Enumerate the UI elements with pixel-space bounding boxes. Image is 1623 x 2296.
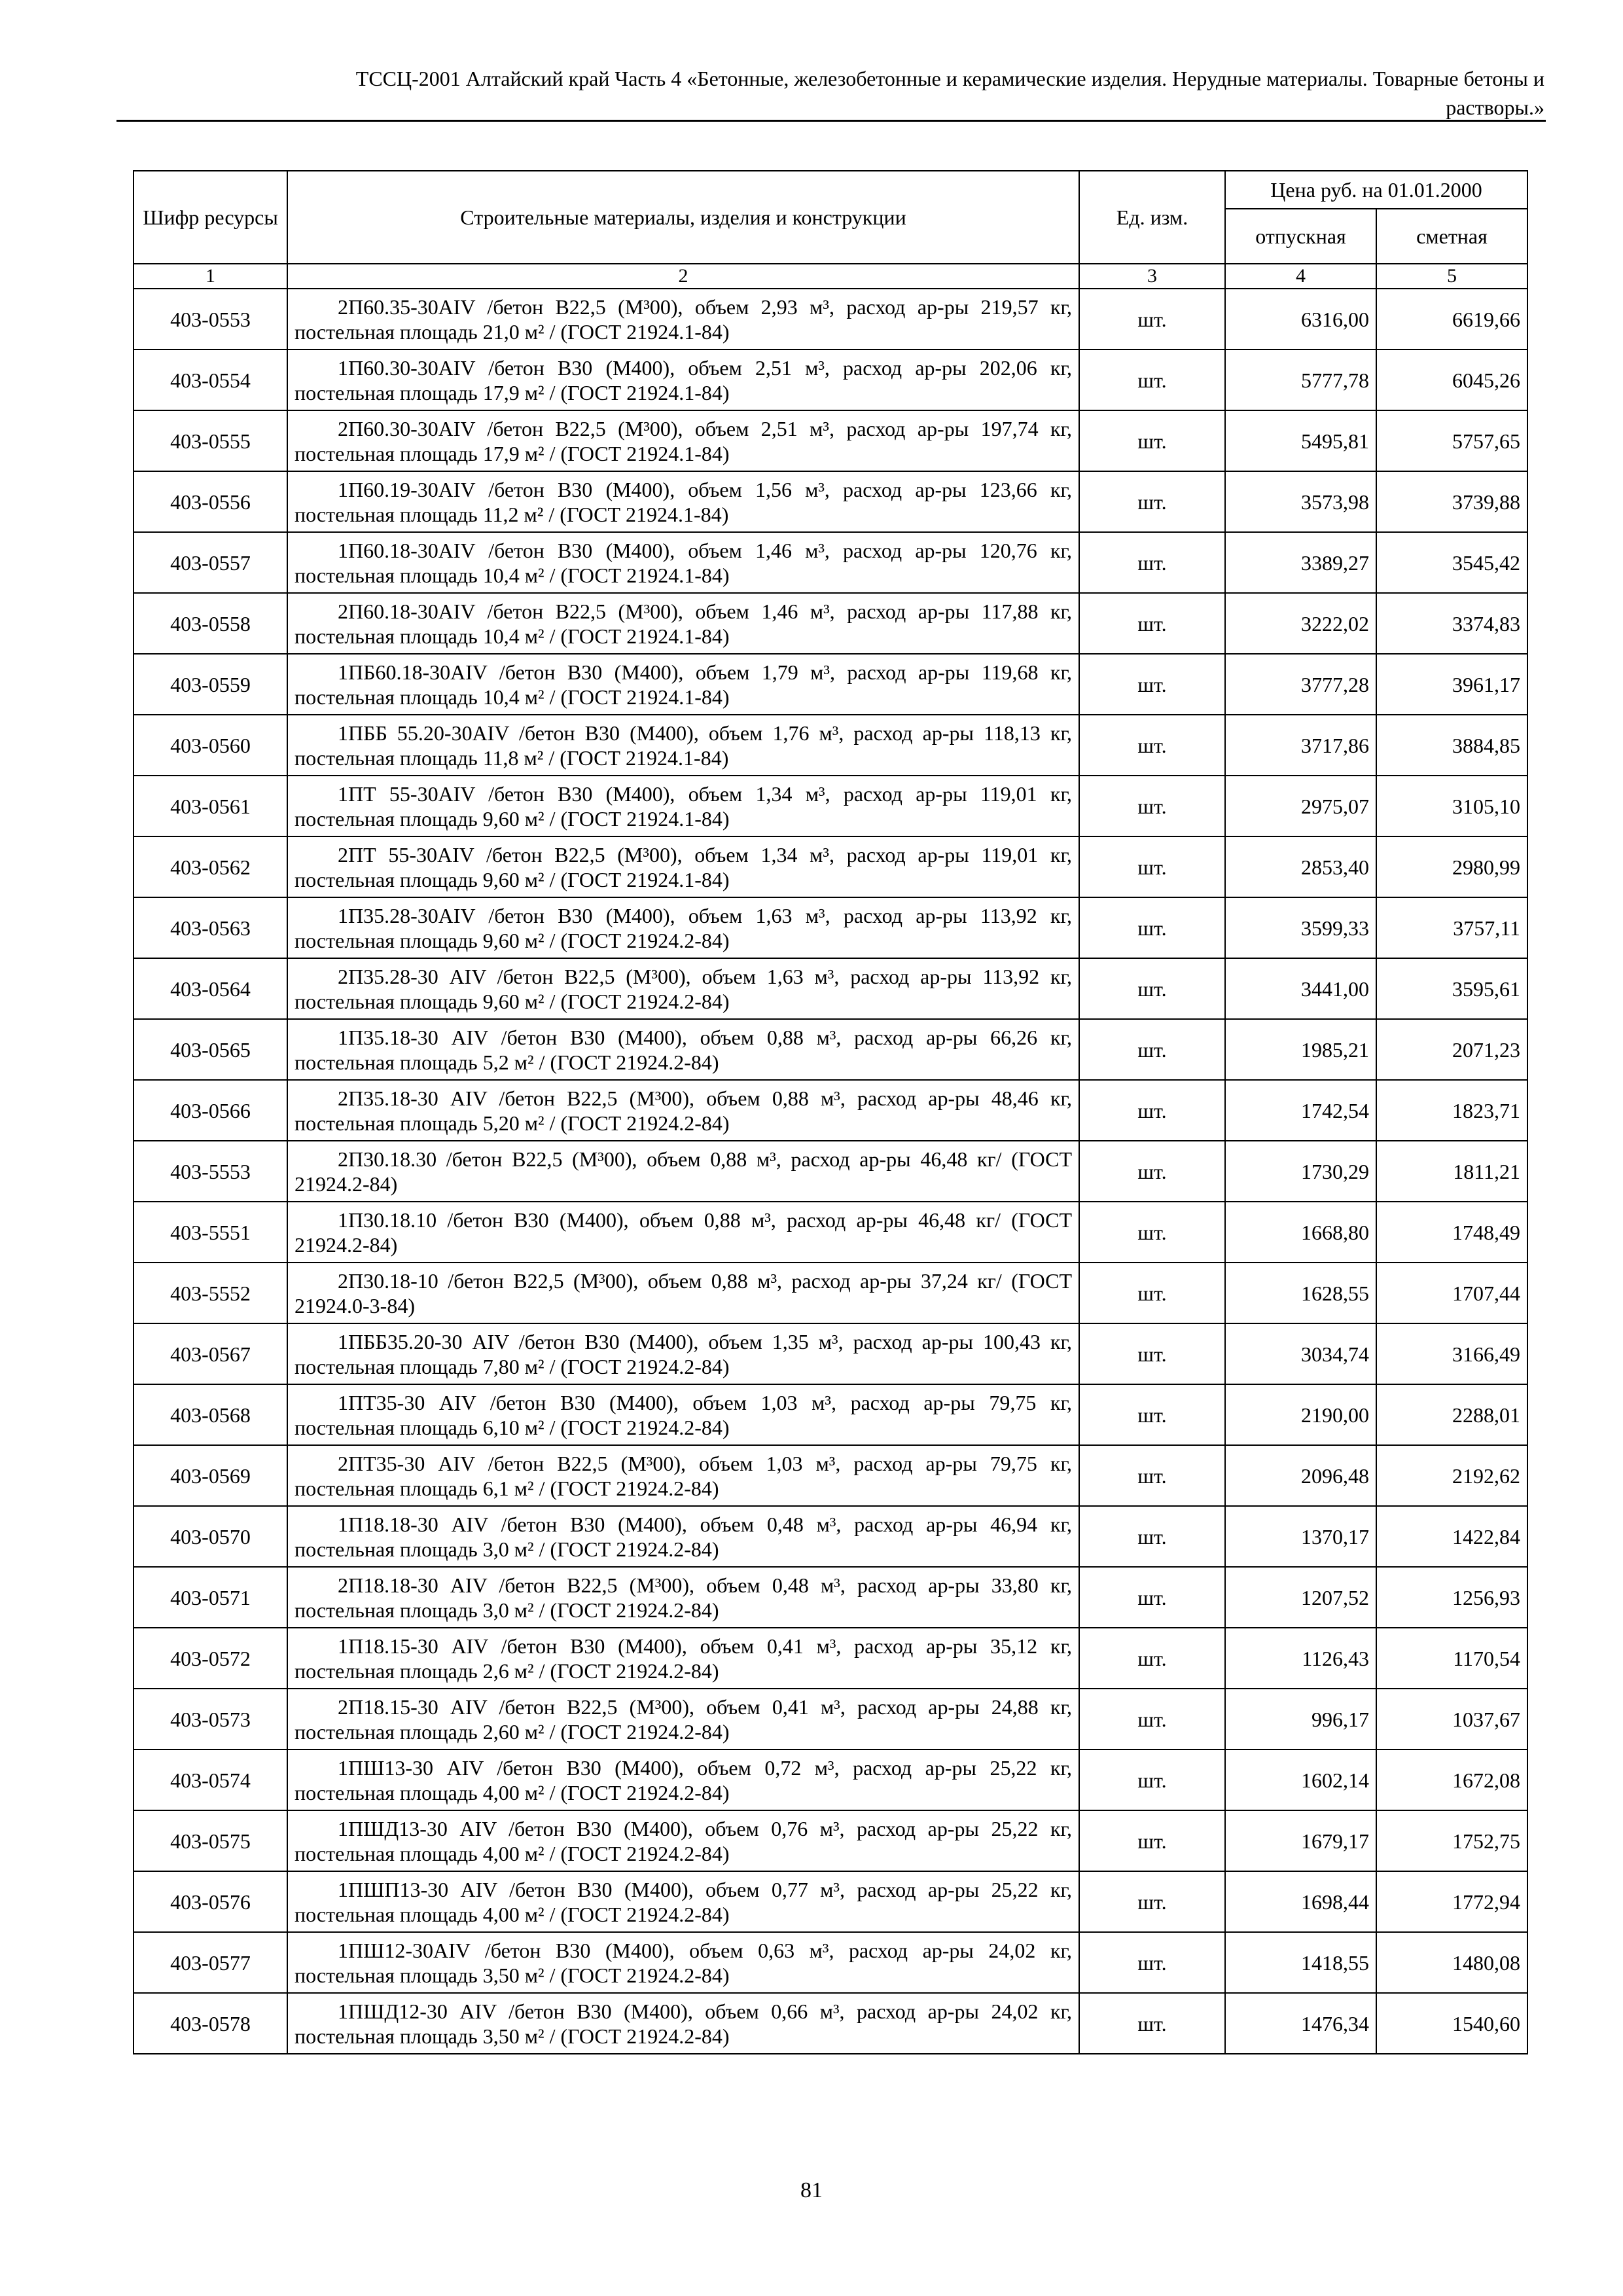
table-row	[134, 836, 1527, 897]
price-table	[133, 170, 1528, 2054]
description-text: 2П30.18-10 /бетон В22,5 (М³00), объем 0,88 м³, расход ар-ры 37,24 кг/ (ГОСТ 21924.0-3-84)	[294, 1268, 1072, 1318]
table-row	[134, 1141, 1527, 1202]
resource-code: 403-0553	[134, 289, 287, 350]
unit-of-measure: шт.	[1079, 1080, 1225, 1141]
resource-code: 403-0572	[134, 1628, 287, 1689]
estimate-price: 1480,08	[1376, 1932, 1527, 1993]
description-text: 2П35.18-30 AIV /бетон В22,5 (М³00), объем 0,88 м³, расход ар-ры 48,46 кг, постельная площадь 5,20 м² / (ГОСТ 21924.2-84)	[294, 1086, 1072, 1135]
page-number: 81	[800, 2178, 823, 2202]
table-row	[134, 289, 1527, 350]
table-row	[134, 1263, 1527, 1323]
unit-of-measure: шт.	[1079, 836, 1225, 897]
table-row	[134, 1749, 1527, 1810]
release-price: 5777,78	[1225, 350, 1376, 410]
estimate-price: 1748,49	[1376, 1202, 1527, 1263]
table-row	[134, 1019, 1527, 1080]
material-description	[287, 1141, 1079, 1202]
material-description	[287, 1080, 1079, 1141]
estimate-price: 1707,44	[1376, 1263, 1527, 1323]
release-price: 3599,33	[1225, 897, 1376, 958]
table-row	[134, 532, 1527, 593]
table-row	[134, 776, 1527, 836]
unit-of-measure: шт.	[1079, 897, 1225, 958]
table-row	[134, 1506, 1527, 1567]
material-description	[287, 958, 1079, 1019]
resource-code: 403-0576	[134, 1871, 287, 1932]
unit-of-measure: шт.	[1079, 1689, 1225, 1749]
estimate-price: 3545,42	[1376, 532, 1527, 593]
col-number-4: 4	[1225, 264, 1376, 289]
unit-of-measure: шт.	[1079, 593, 1225, 654]
unit-of-measure: шт.	[1079, 289, 1225, 350]
unit-of-measure: шт.	[1079, 1263, 1225, 1323]
estimate-price: 1540,60	[1376, 1993, 1527, 2054]
description-text: 1ПШ12-30AIV /бетон В30 (М400), объем 0,63 м³, расход ар-ры 24,02 кг, постельная площадь 3,50 м² / (ГОСТ 21924.2-84)	[294, 1938, 1072, 1987]
release-price: 6316,00	[1225, 289, 1376, 350]
table-row	[134, 1689, 1527, 1749]
material-description	[287, 1871, 1079, 1932]
estimate-price: 3739,88	[1376, 471, 1527, 532]
description-text: 1ПТ 55-30AIV /бетон В30 (М400), объем 1,34 м³, расход ар-ры 119,01 кг, постельная площадь 9,60 м² / (ГОСТ 21924.1-84)	[294, 781, 1072, 831]
col-number-5: 5	[1376, 264, 1527, 289]
estimate-price: 3166,49	[1376, 1323, 1527, 1384]
table-row	[134, 1871, 1527, 1932]
description-text: 1ПШП13-30 AIV /бетон В30 (М400), объем 0,77 м³, расход ар-ры 25,22 кг, постельная площадь 4,00 м² / (ГОСТ 21924.2-84)	[294, 1877, 1072, 1926]
unit-of-measure: шт.	[1079, 715, 1225, 776]
table-row	[134, 350, 1527, 410]
table-row	[134, 715, 1527, 776]
table-row	[134, 1080, 1527, 1141]
header-line-1: ТССЦ-2001 Алтайский край Часть 4 «Бетонные, железобетонные и керамические изделия. Нерудные материалы. Товарные бетоны и	[355, 67, 1544, 90]
release-price: 3034,74	[1225, 1323, 1376, 1384]
estimate-price: 1672,08	[1376, 1749, 1527, 1810]
estimate-price: 6619,66	[1376, 289, 1527, 350]
unit-of-measure: шт.	[1079, 1628, 1225, 1689]
table-body	[134, 289, 1527, 2054]
description-text: 2П60.35-30AIV /бетон В22,5 (М³00), объем 2,93 м³, расход ар-ры 219,57 кг, постельная площадь 21,0 м² / (ГОСТ 21924.1-84)	[294, 295, 1072, 344]
resource-code: 403-0561	[134, 776, 287, 836]
unit-of-measure: шт.	[1079, 958, 1225, 1019]
header-price: Цена руб. на 01.01.2000	[1225, 171, 1527, 209]
estimate-price: 3884,85	[1376, 715, 1527, 776]
release-price: 3717,86	[1225, 715, 1376, 776]
unit-of-measure: шт.	[1079, 1871, 1225, 1932]
resource-code: 403-0577	[134, 1932, 287, 1993]
material-description	[287, 1263, 1079, 1323]
release-price: 2853,40	[1225, 836, 1376, 897]
material-description	[287, 1689, 1079, 1749]
table-row	[134, 958, 1527, 1019]
description-text: 1ПШД12-30 AIV /бетон В30 (М400), объем 0,66 м³, расход ар-ры 24,02 кг, постельная площадь 3,50 м² / (ГОСТ 21924.2-84)	[294, 1999, 1072, 2048]
unit-of-measure: шт.	[1079, 1932, 1225, 1993]
description-text: 2П18.18-30 AIV /бетон В22,5 (М³00), объем 0,48 м³, расход ар-ры 33,80 кг, постельная площадь 3,0 м² / (ГОСТ 21924.2-84)	[294, 1573, 1072, 1622]
estimate-price: 2071,23	[1376, 1019, 1527, 1080]
resource-code: 403-0568	[134, 1384, 287, 1445]
release-price: 1628,55	[1225, 1263, 1376, 1323]
material-description	[287, 715, 1079, 776]
resource-code: 403-5551	[134, 1202, 287, 1263]
resource-code: 403-0569	[134, 1445, 287, 1506]
unit-of-measure: шт.	[1079, 1323, 1225, 1384]
resource-code: 403-0562	[134, 836, 287, 897]
description-text: 2ПТ35-30 AIV /бетон В22,5 (М³00), объем 1,03 м³, расход ар-ры 79,75 кг, постельная площадь 6,1 м² / (ГОСТ 21924.2-84)	[294, 1451, 1072, 1500]
unit-of-measure: шт.	[1079, 350, 1225, 410]
release-price: 1602,14	[1225, 1749, 1376, 1810]
description-text: 1П18.15-30 AIV /бетон В30 (М400), объем 0,41 м³, расход ар-ры 35,12 кг, постельная площадь 2,6 м² / (ГОСТ 21924.2-84)	[294, 1634, 1072, 1683]
description-text: 1ПТ35-30 AIV /бетон В30 (М400), объем 1,03 м³, расход ар-ры 79,75 кг, постельная площадь 6,10 м² / (ГОСТ 21924.2-84)	[294, 1390, 1072, 1439]
estimate-price: 1256,93	[1376, 1567, 1527, 1628]
material-description	[287, 654, 1079, 715]
header-unit: Ед. изм.	[1079, 171, 1225, 264]
table-row	[134, 1810, 1527, 1871]
material-description	[287, 1932, 1079, 1993]
release-price: 3389,27	[1225, 532, 1376, 593]
description-text: 2П18.15-30 AIV /бетон В22,5 (М³00), объем 0,41 м³, расход ар-ры 24,88 кг, постельная площадь 2,60 м² / (ГОСТ 21924.2-84)	[294, 1695, 1072, 1744]
header-estimate: сметная	[1376, 209, 1527, 264]
description-text: 2П35.28-30 AIV /бетон В22,5 (М³00), объем 1,63 м³, расход ар-ры 113,92 кг, постельная площадь 9,60 м² / (ГОСТ 21924.2-84)	[294, 964, 1072, 1013]
header-release: отпускная	[1225, 209, 1376, 264]
release-price: 3573,98	[1225, 471, 1376, 532]
estimate-price: 5757,65	[1376, 410, 1527, 471]
table-row	[134, 1628, 1527, 1689]
resource-code: 403-0578	[134, 1993, 287, 2054]
unit-of-measure: шт.	[1079, 1506, 1225, 1567]
material-description	[287, 1506, 1079, 1567]
estimate-price: 2980,99	[1376, 836, 1527, 897]
unit-of-measure: шт.	[1079, 1445, 1225, 1506]
material-description	[287, 593, 1079, 654]
release-price: 1418,55	[1225, 1932, 1376, 1993]
description-text: 2П60.18-30AIV /бетон В22,5 (М³00), объем 1,46 м³, расход ар-ры 117,88 кг, постельная площадь 10,4 м² / (ГОСТ 21924.1-84)	[294, 599, 1072, 648]
release-price: 1679,17	[1225, 1810, 1376, 1871]
estimate-price: 3757,11	[1376, 897, 1527, 958]
material-description	[287, 1323, 1079, 1384]
col-number-2: 2	[287, 264, 1079, 289]
table-row	[134, 1323, 1527, 1384]
release-price: 3222,02	[1225, 593, 1376, 654]
unit-of-measure: шт.	[1079, 410, 1225, 471]
release-price: 1126,43	[1225, 1628, 1376, 1689]
resource-code: 403-0574	[134, 1749, 287, 1810]
resource-code: 403-0555	[134, 410, 287, 471]
page-header	[118, 64, 1544, 122]
unit-of-measure: шт.	[1079, 532, 1225, 593]
estimate-price: 1811,21	[1376, 1141, 1527, 1202]
material-description	[287, 1749, 1079, 1810]
material-description	[287, 897, 1079, 958]
description-text: 1ПББ35.20-30 AIV /бетон В30 (М400), объем 1,35 м³, расход ар-ры 100,43 кг, постельная площадь 7,80 м² / (ГОСТ 21924.2-84)	[294, 1329, 1072, 1378]
estimate-price: 1752,75	[1376, 1810, 1527, 1871]
description-text: 2П60.30-30AIV /бетон В22,5 (М³00), объем 2,51 м³, расход ар-ры 197,74 кг, постельная площадь 17,9 м² / (ГОСТ 21924.1-84)	[294, 416, 1072, 465]
description-text: 2ПТ 55-30AIV /бетон В22,5 (М³00), объем 1,34 м³, расход ар-ры 119,01 кг, постельная площадь 9,60 м² / (ГОСТ 21924.1-84)	[294, 842, 1072, 891]
release-price: 1698,44	[1225, 1871, 1376, 1932]
table-row	[134, 593, 1527, 654]
material-description	[287, 1202, 1079, 1263]
material-description	[287, 410, 1079, 471]
description-text: 1П60.19-30AIV /бетон В30 (М400), объем 1,56 м³, расход ар-ры 123,66 кг, постельная площадь 11,2 м² / (ГОСТ 21924.1-84)	[294, 477, 1072, 526]
release-price: 996,17	[1225, 1689, 1376, 1749]
material-description	[287, 350, 1079, 410]
release-price: 1370,17	[1225, 1506, 1376, 1567]
resource-code: 403-0565	[134, 1019, 287, 1080]
unit-of-measure: шт.	[1079, 1810, 1225, 1871]
material-description	[287, 1445, 1079, 1506]
description-text: 1ПБ60.18-30AIV /бетон В30 (М400), объем 1,79 м³, расход ар-ры 119,68 кг, постельная площадь 10,4 м² / (ГОСТ 21924.1-84)	[294, 660, 1072, 709]
release-price: 2975,07	[1225, 776, 1376, 836]
estimate-price: 1422,84	[1376, 1506, 1527, 1567]
resource-code: 403-0557	[134, 532, 287, 593]
col-number-1: 1	[134, 264, 287, 289]
resource-code: 403-0567	[134, 1323, 287, 1384]
resource-code: 403-0558	[134, 593, 287, 654]
unit-of-measure: шт.	[1079, 471, 1225, 532]
estimate-price: 1170,54	[1376, 1628, 1527, 1689]
table-row	[134, 1202, 1527, 1263]
release-price: 2190,00	[1225, 1384, 1376, 1445]
material-description	[287, 471, 1079, 532]
unit-of-measure: шт.	[1079, 654, 1225, 715]
resource-code: 403-0563	[134, 897, 287, 958]
release-price: 1730,29	[1225, 1141, 1376, 1202]
unit-of-measure: шт.	[1079, 776, 1225, 836]
header-line-2: растворы.»	[1446, 96, 1544, 119]
resource-code: 403-0570	[134, 1506, 287, 1567]
description-text: 2П30.18.30 /бетон В22,5 (М³00), объем 0,88 м³, расход ар-ры 46,48 кг/ (ГОСТ 21924.2-84)	[294, 1147, 1072, 1196]
table-row	[134, 1567, 1527, 1628]
resource-code: 403-5553	[134, 1141, 287, 1202]
resource-code: 403-0573	[134, 1689, 287, 1749]
material-description	[287, 1628, 1079, 1689]
resource-code: 403-5552	[134, 1263, 287, 1323]
estimate-price: 6045,26	[1376, 350, 1527, 410]
description-text: 1П18.18-30 AIV /бетон В30 (М400), объем 0,48 м³, расход ар-ры 46,94 кг, постельная площадь 3,0 м² / (ГОСТ 21924.2-84)	[294, 1512, 1072, 1561]
table-row	[134, 471, 1527, 532]
estimate-price: 3961,17	[1376, 654, 1527, 715]
resource-code: 403-0559	[134, 654, 287, 715]
estimate-price: 1037,67	[1376, 1689, 1527, 1749]
unit-of-measure: шт.	[1079, 1749, 1225, 1810]
description-text: 1П35.18-30 AIV /бетон В30 (М400), объем 0,88 м³, расход ар-ры 66,26 кг, постельная площадь 5,2 м² / (ГОСТ 21924.2-84)	[294, 1025, 1072, 1074]
table-row	[134, 410, 1527, 471]
table-row	[134, 1932, 1527, 1993]
release-price: 1985,21	[1225, 1019, 1376, 1080]
resource-code: 403-0554	[134, 350, 287, 410]
material-description	[287, 289, 1079, 350]
resource-code: 403-0575	[134, 1810, 287, 1871]
unit-of-measure: шт.	[1079, 1141, 1225, 1202]
col-number-3: 3	[1079, 264, 1225, 289]
description-text: 1ПШД13-30 AIV /бетон В30 (М400), объем 0,76 м³, расход ар-ры 25,22 кг, постельная площадь 4,00 м² / (ГОСТ 21924.2-84)	[294, 1816, 1072, 1865]
unit-of-measure: шт.	[1079, 1202, 1225, 1263]
unit-of-measure: шт.	[1079, 1384, 1225, 1445]
material-description	[287, 776, 1079, 836]
resource-code: 403-0566	[134, 1080, 287, 1141]
release-price: 3441,00	[1225, 958, 1376, 1019]
unit-of-measure: шт.	[1079, 1019, 1225, 1080]
release-price: 5495,81	[1225, 410, 1376, 471]
estimate-price: 1823,71	[1376, 1080, 1527, 1141]
resource-code: 403-0560	[134, 715, 287, 776]
estimate-price: 3595,61	[1376, 958, 1527, 1019]
release-price: 1668,80	[1225, 1202, 1376, 1263]
resource-code: 403-0571	[134, 1567, 287, 1628]
header-rule	[116, 120, 1546, 122]
material-description	[287, 1384, 1079, 1445]
estimate-price: 2192,62	[1376, 1445, 1527, 1506]
material-description	[287, 836, 1079, 897]
material-description	[287, 1019, 1079, 1080]
resource-code: 403-0556	[134, 471, 287, 532]
description-text: 1П30.18.10 /бетон В30 (М400), объем 0,88 м³, расход ар-ры 46,48 кг/ (ГОСТ 21924.2-84)	[294, 1208, 1072, 1257]
table-row	[134, 654, 1527, 715]
release-price: 2096,48	[1225, 1445, 1376, 1506]
table-row	[134, 897, 1527, 958]
description-text: 1ПББ 55.20-30AIV /бетон В30 (М400), объем 1,76 м³, расход ар-ры 118,13 кг, постельная площадь 11,8 м² / (ГОСТ 21924.1-84)	[294, 721, 1072, 770]
estimate-price: 1772,94	[1376, 1871, 1527, 1932]
estimate-price: 3374,83	[1376, 593, 1527, 654]
release-price: 3777,28	[1225, 654, 1376, 715]
header-name: Строительные материалы, изделия и конструкции	[287, 171, 1079, 264]
material-description	[287, 1567, 1079, 1628]
estimate-price: 2288,01	[1376, 1384, 1527, 1445]
unit-of-measure: шт.	[1079, 1993, 1225, 2054]
table-row	[134, 1384, 1527, 1445]
description-text: 1П60.18-30AIV /бетон В30 (М400), объем 1,46 м³, расход ар-ры 120,76 кг, постельная площадь 10,4 м² / (ГОСТ 21924.1-84)	[294, 538, 1072, 587]
table-row	[134, 1445, 1527, 1506]
table-row	[134, 1993, 1527, 2054]
material-description	[287, 1993, 1079, 2054]
description-text: 1ПШ13-30 AIV /бетон В30 (М400), объем 0,72 м³, расход ар-ры 25,22 кг, постельная площадь 4,00 м² / (ГОСТ 21924.2-84)	[294, 1755, 1072, 1804]
description-text: 1П60.30-30AIV /бетон В30 (М400), объем 2,51 м³, расход ар-ры 202,06 кг, постельная площадь 17,9 м² / (ГОСТ 21924.1-84)	[294, 355, 1072, 404]
release-price: 1476,34	[1225, 1993, 1376, 2054]
release-price: 1207,52	[1225, 1567, 1376, 1628]
material-description	[287, 532, 1079, 593]
release-price: 1742,54	[1225, 1080, 1376, 1141]
header-code: Шифр ресурсы	[134, 171, 287, 264]
material-description	[287, 1810, 1079, 1871]
unit-of-measure: шт.	[1079, 1567, 1225, 1628]
description-text: 1П35.28-30AIV /бетон В30 (М400), объем 1,63 м³, расход ар-ры 113,92 кг, постельная площадь 9,60 м² / (ГОСТ 21924.2-84)	[294, 903, 1072, 952]
estimate-price: 3105,10	[1376, 776, 1527, 836]
resource-code: 403-0564	[134, 958, 287, 1019]
